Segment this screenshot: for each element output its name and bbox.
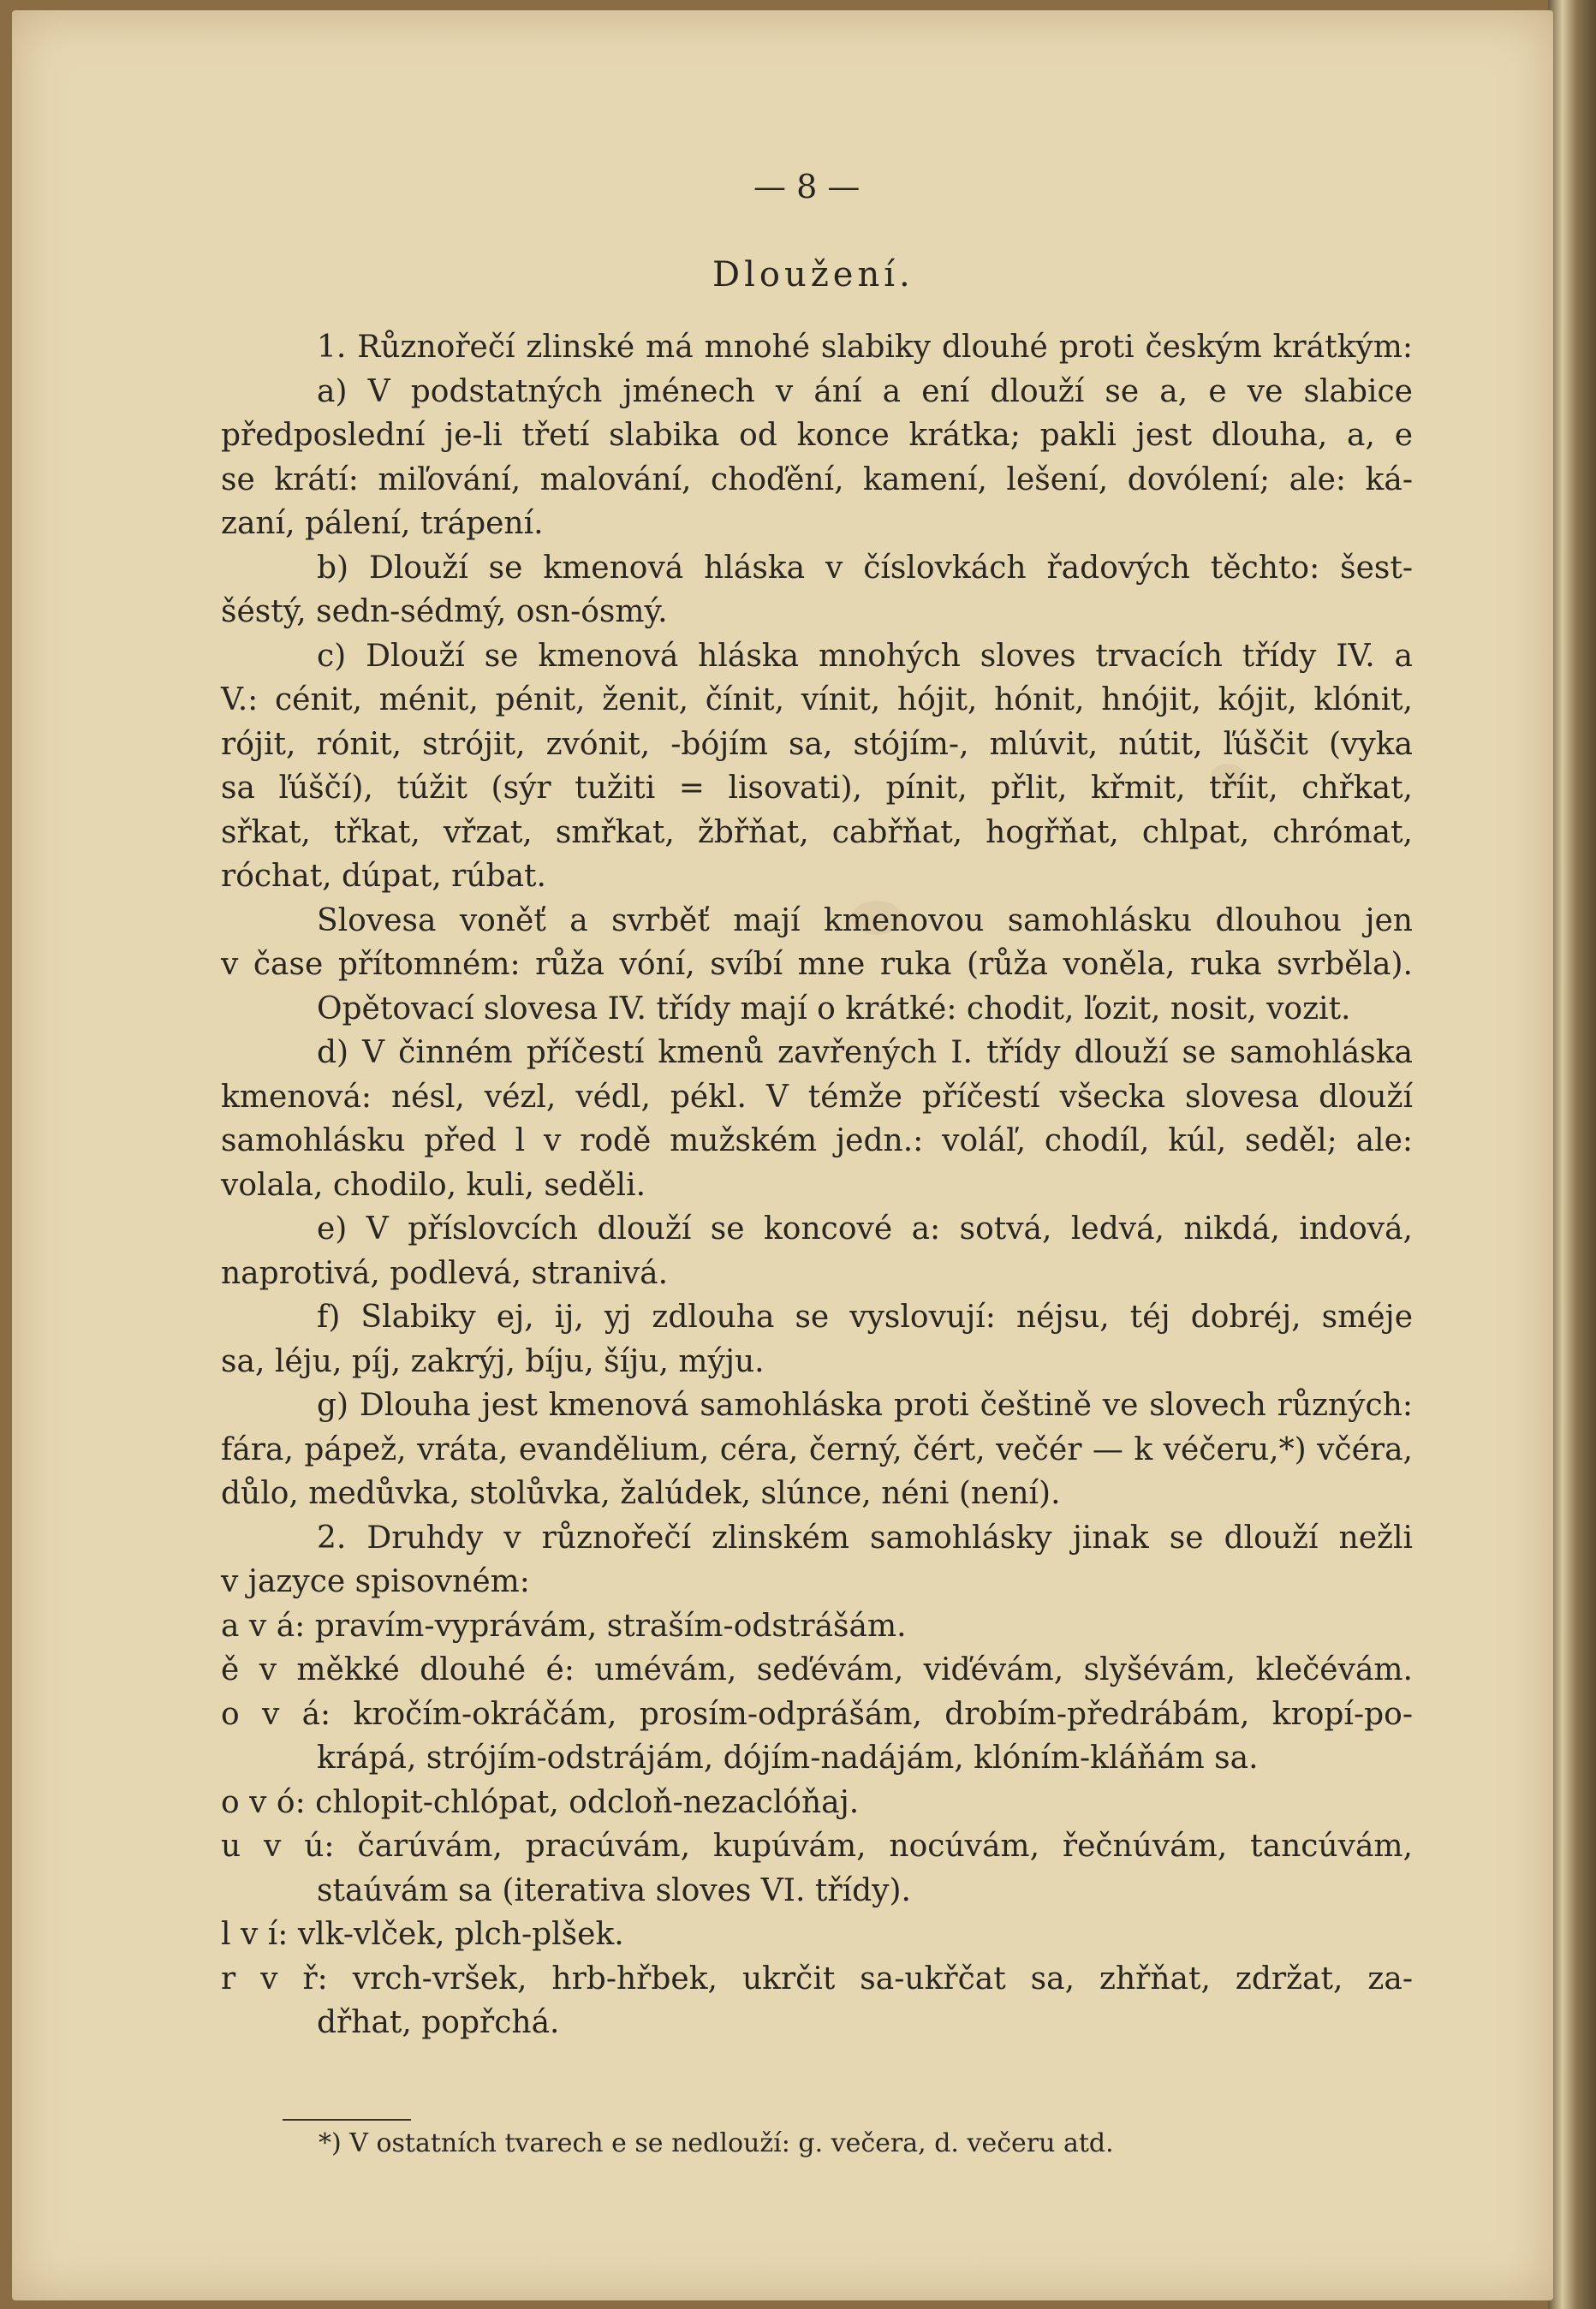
text-line: sa, léju, píj, zakrýj, bíju, šíju, mýju. xyxy=(221,1343,765,1379)
text-line: a) V podstatných jménech v ání a ení dlouží se a, e ve slabice xyxy=(317,373,1413,409)
text-line: šéstý, sedn-sédmý, osn-ósmý. xyxy=(221,594,668,629)
text-line: o v ó: chlopit-chlópat, odcloň-nezaclóňaj. xyxy=(221,1784,860,1820)
text-line: u v ú: čarúvám, pracúvám, kupúvám, nocúvám, řečnúvám, tancúvám, xyxy=(221,1829,1413,1864)
text-line: d) V činném příčestí kmenů zavřených I. třídy dlouží se samohláska xyxy=(317,1035,1413,1070)
text-line: f) Slabiky ej, ij, yj zdlouha se vyslovují: néjsu, téj dobréj, sméje xyxy=(317,1300,1413,1335)
body-text xyxy=(221,325,1413,2045)
text-line: důlo, medůvka, stolůvka, žalúdek, slúnce, néni (není). xyxy=(221,1476,1061,1511)
page-number: — 8 — xyxy=(753,168,861,205)
text-line: v jazyce spisovném: xyxy=(221,1564,530,1599)
text-line: róchat, dúpat, rúbat. xyxy=(221,859,546,894)
text-line: se krátí: miľování, malování, choďění, kamení, lešení, dovólení; ale: ká- xyxy=(221,461,1413,497)
text-line: 1. Různořečí zlinské má mnohé slabiky dlouhé proti českým krátkým: xyxy=(317,330,1413,365)
text-line: v čase přítomném: růža vóní, svíbí mne ruka (růža voněla, ruka svrběla). xyxy=(221,947,1413,982)
text-line: volala, chodilo, kuli, seděli. xyxy=(221,1167,646,1203)
text-line: Opětovací slovesa IV. třídy mají o krátké: chodit, ľozit, nosit, vozit. xyxy=(317,991,1351,1027)
text-line: l v í: vlk-vlček, plch-plšek. xyxy=(221,1917,624,1952)
text-line: V.: cénit, ménit, pénit, ženit, čínit, vínit, hójit, hónit, hnójit, kójit, klónit, xyxy=(221,682,1413,717)
text-line: o v á: kročím-okráčám, prosím-odprášám, drobím-předrábám, kropí-po- xyxy=(221,1696,1413,1732)
text-line: c) Dlouží se kmenová hláska mnohých sloves trvacích třídy IV. a xyxy=(317,638,1413,674)
book-spine xyxy=(1548,0,1596,2309)
text-line: sa ľúščí), túžit (sýr tužiti = lisovati), pínit, přlit, křmit, tříit, chřkat, xyxy=(221,771,1413,806)
text-line: samohlásku před l v rodě mužském jedn.: voláľ, chodíl, kúl, seděl; ale: xyxy=(221,1123,1413,1158)
footnote-divider xyxy=(283,2119,411,2121)
text-line: 2. Druhdy v různořečí zlinském samohlásky jinak se dlouží nežli xyxy=(317,1520,1413,1556)
text-line: dřhat, popřchá. xyxy=(317,2005,560,2040)
text-line: b) Dlouží se kmenová hláska v číslovkách řadových těchto: šest- xyxy=(317,550,1413,586)
text-line: kmenová: nésl, vézl, védl, pékl. V témže příčestí všecka slovesa dlouží xyxy=(221,1079,1413,1115)
text-line: krápá, strójím-odstrájám, dójím-nadájám, klóním-kláňám sa. xyxy=(317,1741,1259,1776)
section-heading: Dloužení. xyxy=(712,255,914,295)
text-line: ě v měkké dlouhé é: umévám, seďévám, viďévám, slyšévám, klečévám. xyxy=(221,1652,1413,1687)
text-line: staúvám sa (iterativa sloves VI. třídy). xyxy=(317,1872,911,1908)
text-line: Slovesa voněť a svrběť mají kmenovou samohlásku dlouhou jen xyxy=(317,902,1413,938)
text-line: předposlední je-li třetí slabika od konce krátka; pakli jest dlouha, a, e xyxy=(221,418,1413,453)
text-line: naprotivá, podlevá, stranivá. xyxy=(221,1255,669,1291)
text-line: zaní, pálení, trápení. xyxy=(221,506,544,541)
text-line: sřkat, třkat, vřzat, smřkat, žbřňat, cabřňat, hogřňat, chlpat, chrómat, xyxy=(221,814,1413,850)
text-line: a v á: pravím-vyprávám, straším-odstrášám. xyxy=(221,1608,907,1644)
text-line: r v ř: vrch-vršek, hrb-hřbek, ukrčit sa-ukřčat sa, zhřňat, zdržat, za- xyxy=(221,1961,1413,1997)
footnote: *) V ostatních tvarech e se nedlouží: g. večera, d. večeru atd. xyxy=(319,2128,1114,2158)
text-line: g) Dlouha jest kmenová samohláska proti češtině ve slovech různých: xyxy=(317,1388,1413,1423)
text-line: e) V příslovcích dlouží se koncové a: sotvá, ledvá, nikdá, indová, xyxy=(317,1211,1413,1247)
text-line: rójit, rónit, strójit, zvónit, -bójím sa, stójím-, mlúvit, nútit, ľúščit (vyka xyxy=(221,726,1413,762)
text-line: fára, pápež, vráta, evandělium, céra, černý, čért, večér — k véčeru,*) včéra, xyxy=(221,1431,1413,1467)
